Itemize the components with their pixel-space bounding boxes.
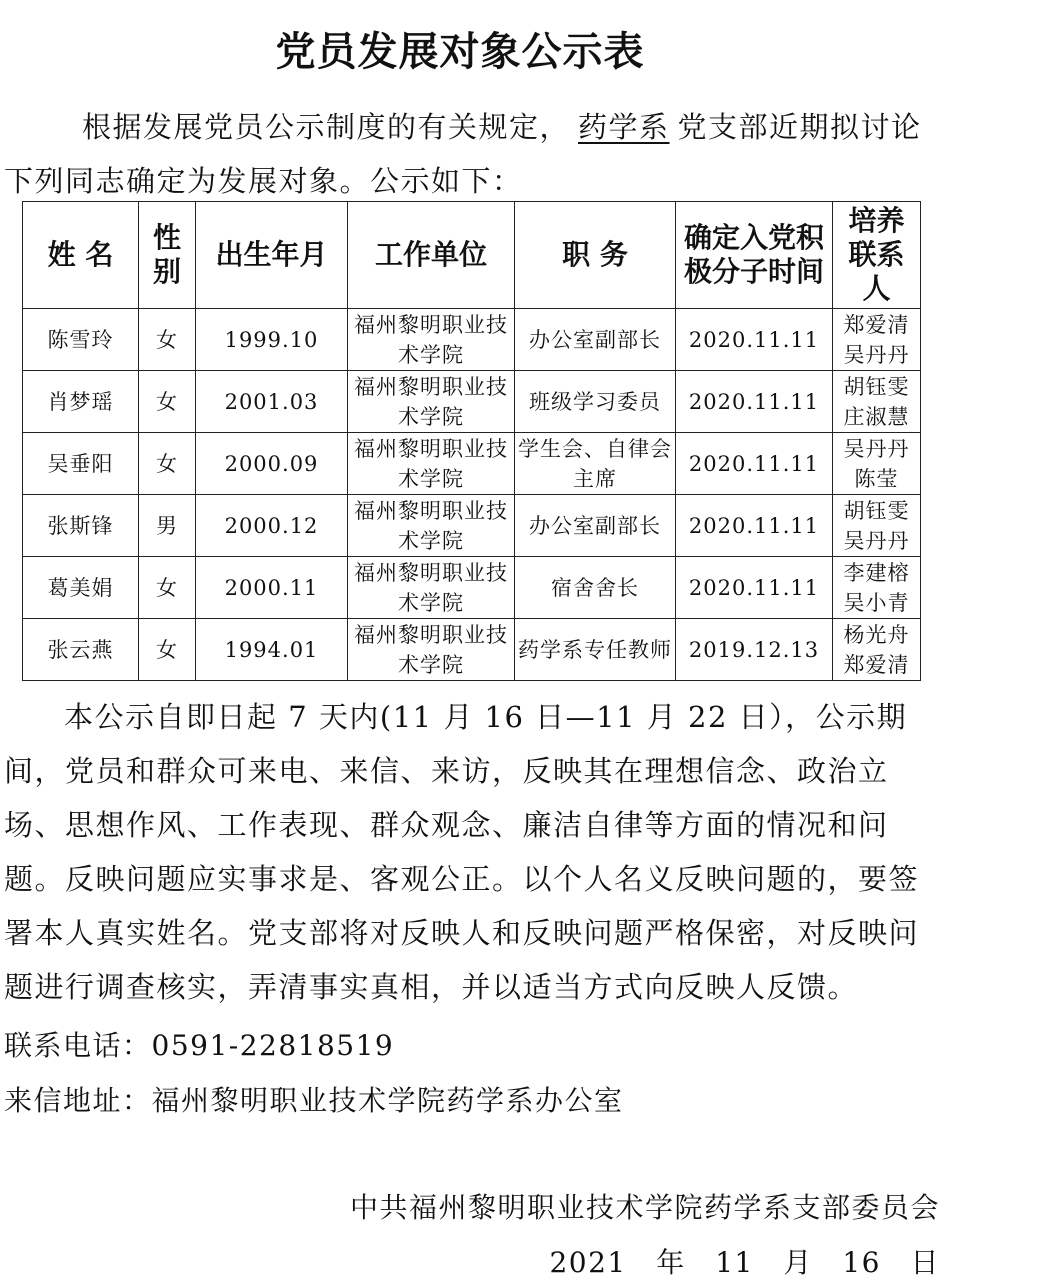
candidates-table xyxy=(22,201,921,681)
signature-date: 2021 年 11 月 16 日 xyxy=(549,1246,940,1279)
cell-contacts: 郑爱清吴丹丹 xyxy=(833,309,921,371)
cell-contacts: 吴丹丹陈莹 xyxy=(833,433,921,495)
cell-post: 班级学习委员 xyxy=(515,371,676,433)
department-name: 药学系 xyxy=(578,110,670,144)
cell-unit: 福州黎明职业技术学院 xyxy=(348,309,515,371)
signature-organization: 中共福州黎明职业技术学院药学系支部委员会 xyxy=(349,1191,940,1224)
cell-name: 肖梦瑶 xyxy=(23,371,139,433)
table-row xyxy=(23,371,921,433)
cell-name: 葛美娟 xyxy=(23,557,139,619)
cell-date: 2020.11.11 xyxy=(676,557,833,619)
cell-gender: 女 xyxy=(139,619,196,681)
cell-birth: 1994.01 xyxy=(196,619,348,681)
header-name: 姓 名 xyxy=(23,202,139,309)
cell-contacts: 胡钰雯吴丹丹 xyxy=(833,495,921,557)
intro-paragraph xyxy=(4,100,944,208)
header-birth: 出生年月 xyxy=(196,202,348,309)
header-activist-date: 确定入党积极分子时间 xyxy=(676,202,833,309)
cell-birth: 2000.12 xyxy=(196,495,348,557)
cell-post: 药学系专任教师 xyxy=(515,619,676,681)
cell-gender: 男 xyxy=(139,495,196,557)
cell-date: 2020.11.11 xyxy=(676,495,833,557)
table-header-row xyxy=(23,202,921,309)
cell-birth: 1999.10 xyxy=(196,309,348,371)
header-contacts: 培养联系人 xyxy=(833,202,921,309)
cell-contacts: 杨光舟郑爱清 xyxy=(833,619,921,681)
cell-birth: 2001.03 xyxy=(196,371,348,433)
cell-post: 办公室副部长 xyxy=(515,309,676,371)
table-row xyxy=(23,495,921,557)
cell-gender: 女 xyxy=(139,371,196,433)
cell-contacts: 李建榕吴小青 xyxy=(833,557,921,619)
notice-paragraph: 本公示自即日起 7 天内(11 月 16 日—11 月 22 日），公示期间，党员和群众可来电、来信、来访，反映其在理想信念、政治立场、思想作风、工作表现、群众观念、廉洁自律等方面的情况和问题。反映问题应实事求是、客观公正。以个人名义反映问题的，要签署本人真实姓名。党支部将对反映人和反映问题严格保密，对反映问题进行调查核实，弄清事实真相，并以适当方式向反映人反馈。 xyxy=(4,700,920,1004)
cell-unit: 福州黎明职业技术学院 xyxy=(348,495,515,557)
contact-phone: 联系电话：0591-22818519 xyxy=(4,1029,395,1062)
contact-address: 来信地址：福州黎明职业技术学院药学系办公室 xyxy=(4,1084,624,1117)
cell-name: 陈雪玲 xyxy=(23,309,139,371)
cell-unit: 福州黎明职业技术学院 xyxy=(348,619,515,681)
cell-post: 办公室副部长 xyxy=(515,495,676,557)
intro-text-before: 根据发展党员公示制度的有关规定， xyxy=(82,110,571,144)
cell-date: 2020.11.11 xyxy=(676,433,833,495)
cell-post: 学生会、自律会主席 xyxy=(515,433,676,495)
table-row xyxy=(23,557,921,619)
cell-contacts: 胡钰雯庄淑慧 xyxy=(833,371,921,433)
cell-date: 2020.11.11 xyxy=(676,309,833,371)
cell-name: 张云燕 xyxy=(23,619,139,681)
page-title: 党员发展对象公示表 xyxy=(275,29,645,75)
intro-text-after: 党支部近期拟讨论下列同志确定为发展对象。公示如下： xyxy=(4,110,922,198)
cell-gender: 女 xyxy=(139,557,196,619)
header-unit: 工作单位 xyxy=(348,202,515,309)
cell-unit: 福州黎明职业技术学院 xyxy=(348,433,515,495)
cell-name: 张斯锋 xyxy=(23,495,139,557)
cell-birth: 2000.09 xyxy=(196,433,348,495)
cell-gender: 女 xyxy=(139,433,196,495)
cell-unit: 福州黎明职业技术学院 xyxy=(348,557,515,619)
cell-unit: 福州黎明职业技术学院 xyxy=(348,371,515,433)
table-row xyxy=(23,309,921,371)
table-row xyxy=(23,433,921,495)
cell-post: 宿舍舍长 xyxy=(515,557,676,619)
cell-date: 2019.12.13 xyxy=(676,619,833,681)
header-gender: 性别 xyxy=(139,202,196,309)
cell-birth: 2000.11 xyxy=(196,557,348,619)
cell-gender: 女 xyxy=(139,309,196,371)
cell-name: 吴垂阳 xyxy=(23,433,139,495)
cell-date: 2020.11.11 xyxy=(676,371,833,433)
header-post: 职 务 xyxy=(515,202,676,309)
table-row xyxy=(23,619,921,681)
